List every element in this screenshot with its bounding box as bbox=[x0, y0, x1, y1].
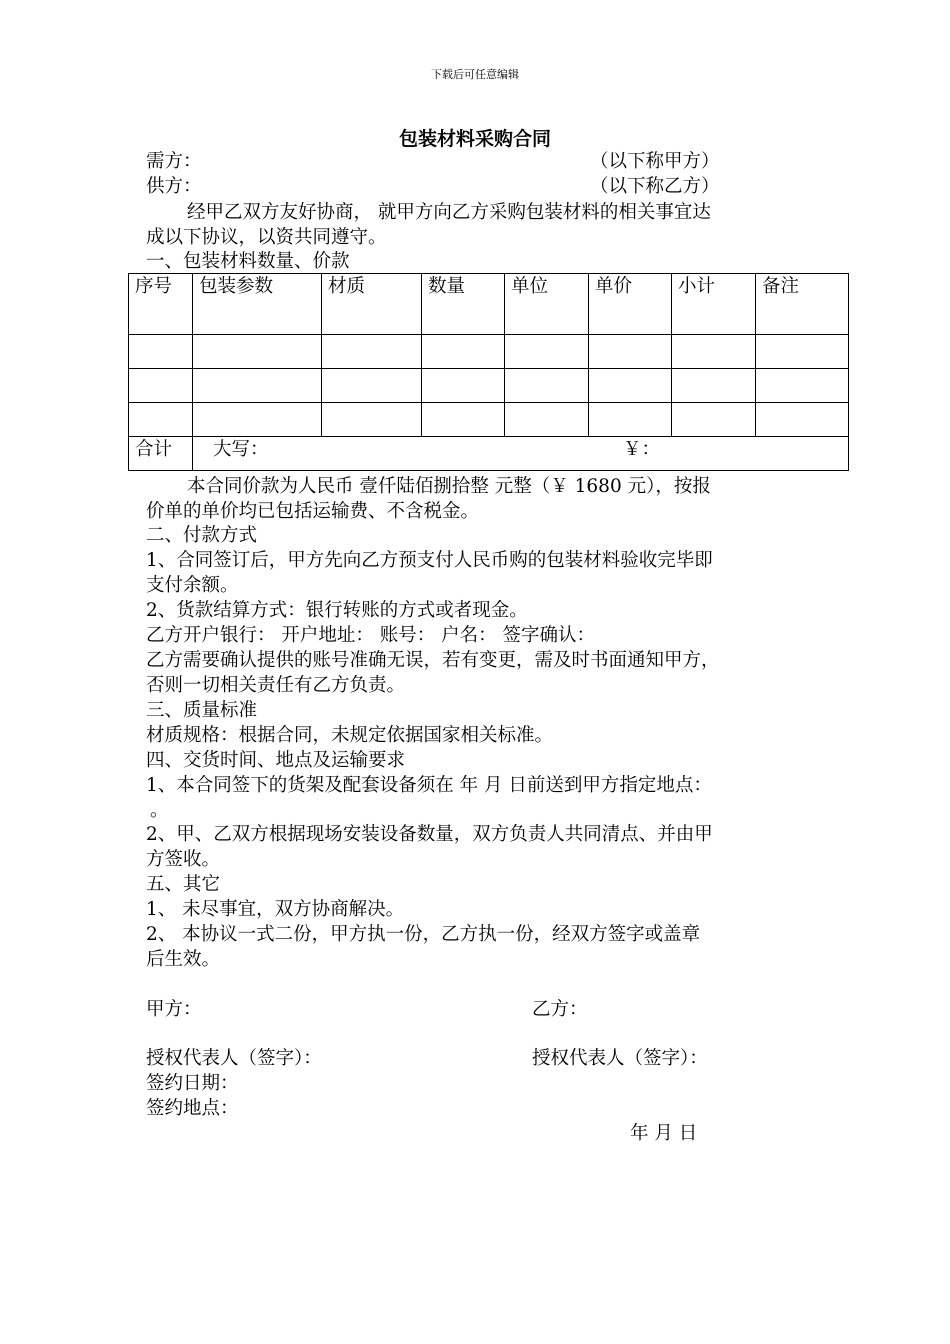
table-cell bbox=[505, 403, 589, 437]
table-cell bbox=[193, 369, 322, 403]
party-b-representative: 授权代表人（签字）： bbox=[532, 1048, 708, 1069]
table-cell bbox=[589, 403, 672, 437]
supply-label: 供方： bbox=[146, 176, 202, 197]
supply-suffix: （以下称乙方） bbox=[590, 176, 720, 197]
table-cell bbox=[505, 369, 589, 403]
intro-line-1: 经甲乙双方友好协商， 就甲方向乙方采购包装材料的相关事宜达 bbox=[187, 202, 711, 223]
table-cell bbox=[129, 335, 193, 369]
price-line-1: 本合同价款为人民币 壹仟陆佰捌拾整 元整（￥ 1680 元），按报 bbox=[187, 476, 711, 497]
table-cell bbox=[422, 369, 505, 403]
total-yen-label: ￥： bbox=[623, 439, 661, 460]
section-1-heading: 一、包装材料数量、价款 bbox=[146, 251, 350, 272]
s2-para-1-line-1: 1、合同签订后，甲方先向乙方预支付人民币购的包装材料验收完毕即 bbox=[146, 550, 713, 571]
col-header-material: 材质 bbox=[322, 274, 422, 335]
col-header-unit: 单位 bbox=[505, 274, 589, 335]
table-row bbox=[129, 369, 849, 403]
table-cell bbox=[756, 335, 849, 369]
table-cell bbox=[193, 335, 322, 369]
s4-para-1-line-2: 。 bbox=[150, 800, 169, 821]
party-a-representative: 授权代表人（签字）： bbox=[146, 1048, 322, 1069]
s5-para-2-line-2: 后生效。 bbox=[146, 949, 221, 970]
table-cell bbox=[422, 403, 505, 437]
s2-bank-info: 乙方开户银行： 开户地址： 账号： 户名： 签字确认： bbox=[146, 625, 596, 646]
table-cell bbox=[589, 335, 672, 369]
table-header-row bbox=[129, 274, 849, 335]
table-cell bbox=[322, 369, 422, 403]
s5-para-2-line-1: 2、 本协议一式二份，甲方执一份，乙方执一份，经双方签字或盖章 bbox=[146, 924, 701, 945]
s4-para-2-line-2: 方签收。 bbox=[146, 849, 221, 870]
table-cell bbox=[672, 369, 756, 403]
s2-para-2: 2、货款结算方式：银行转账的方式或者现金。 bbox=[146, 600, 528, 621]
table-cell bbox=[505, 335, 589, 369]
col-header-quantity: 数量 bbox=[422, 274, 505, 335]
section-2-heading: 二、付款方式 bbox=[146, 525, 258, 546]
s5-para-1: 1、 未尽事宜，双方协商解决。 bbox=[146, 899, 405, 920]
table-cell bbox=[193, 403, 322, 437]
col-header-serial: 序号 bbox=[129, 274, 193, 335]
page-header-note: 下载后可任意编辑 bbox=[431, 68, 519, 81]
table-cell bbox=[589, 369, 672, 403]
col-header-remarks: 备注 bbox=[756, 274, 849, 335]
table-total-row bbox=[129, 437, 849, 471]
table-cell bbox=[129, 403, 193, 437]
signing-place-label: 签约地点： bbox=[146, 1098, 239, 1119]
section-3-heading: 三、质量标准 bbox=[146, 700, 258, 721]
table-cell bbox=[322, 335, 422, 369]
total-daxie-label: 大写： bbox=[213, 439, 269, 460]
intro-line-2: 成以下协议，以资共同遵守。 bbox=[146, 227, 387, 248]
col-header-subtotal: 小计 bbox=[672, 274, 756, 335]
s3-para: 材质规格：根据合同，未规定依据国家相关标准。 bbox=[146, 725, 554, 746]
s4-para-2-line-1: 2、甲、乙双方根据现场安装设备数量，双方负责人共同清点、并由甲 bbox=[146, 824, 713, 845]
s4-para-1-line-1: 1、本合同签下的货架及配套设备须在 年 月 日前送到甲方指定地点： bbox=[146, 775, 712, 796]
section-5-heading: 五、其它 bbox=[146, 874, 221, 895]
col-header-unit-price: 单价 bbox=[589, 274, 672, 335]
table-cell bbox=[756, 403, 849, 437]
s2-confirm-line-1: 乙方需要确认提供的账号准确无误，若有变更，需及时书面通知甲方， bbox=[146, 650, 720, 671]
total-label: 合计 bbox=[129, 437, 193, 471]
section-4-heading: 四、交货时间、地点及运输要求 bbox=[146, 750, 406, 771]
table-cell bbox=[422, 335, 505, 369]
demand-label: 需方： bbox=[146, 151, 202, 172]
table-cell bbox=[322, 403, 422, 437]
table-cell bbox=[756, 369, 849, 403]
total-amount-cell bbox=[193, 437, 849, 471]
s2-para-1-line-2: 支付余额。 bbox=[146, 575, 239, 596]
signing-date-label: 签约日期： bbox=[146, 1073, 239, 1094]
demand-suffix: （以下称甲方） bbox=[590, 151, 720, 172]
s2-confirm-line-2: 否则一切相关责任有乙方负责。 bbox=[146, 675, 406, 696]
table-cell bbox=[672, 403, 756, 437]
price-line-2: 价单的单价均已包括运输费、不含税金。 bbox=[146, 501, 480, 522]
party-a-label: 甲方： bbox=[146, 999, 202, 1020]
table-cell bbox=[129, 369, 193, 403]
col-header-package-params: 包装参数 bbox=[193, 274, 322, 335]
table-row bbox=[129, 403, 849, 437]
materials-table bbox=[128, 273, 849, 471]
date-year-month-day: 年 月 日 bbox=[630, 1123, 698, 1144]
document-title: 包装材料采购合同 bbox=[398, 128, 551, 150]
party-b-label: 乙方： bbox=[532, 999, 588, 1020]
table-cell bbox=[672, 335, 756, 369]
table-row bbox=[129, 335, 849, 369]
